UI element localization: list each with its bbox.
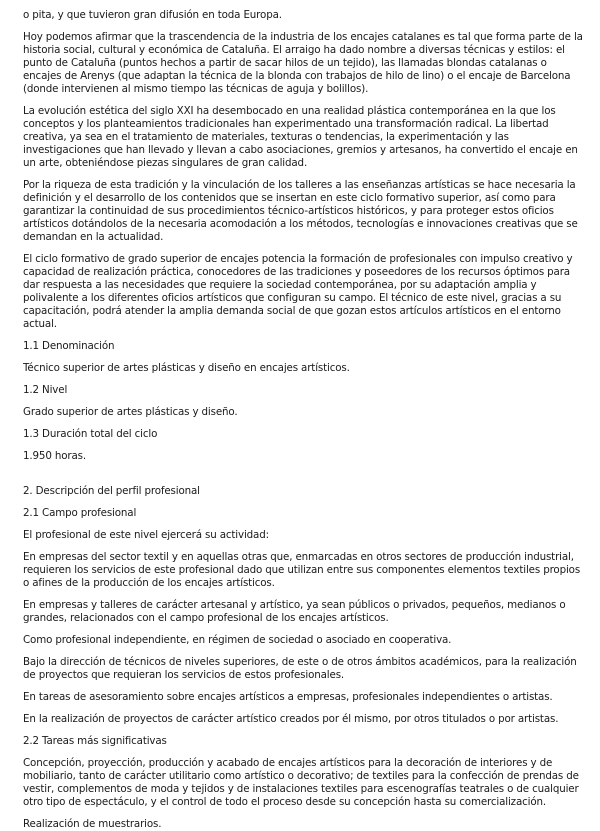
heading-duracion: 1.3 Duración total del ciclo	[23, 428, 158, 440]
paragraph-concepcion: Concepción, proyección, producción y acabado de encajes artísticos para la decoración de interiores y de mobiliario, tanto de carácter utilitario como artístico o decorativo; de textiles para la confección de prendas de vestir, complementos de moda y tejidos y de instalaciones textiles para escenografías teatrales o de cualquier otro tipo de espectáculo, y el control de todo el proceso desde su concepción hasta su comercialización.	[23, 757, 579, 808]
paragraph-duracion: 1.950 horas.	[23, 450, 86, 462]
heading-denominacion: 1.1 Denominación	[23, 340, 115, 352]
paragraph-catalan-lace-history: Hoy podemos afirmar que la trascendencia de la industria de los encajes catalanes es tal que forma parte de la historia social, cultural y económica de Cataluña. El arraigo ha dado nombre a diversas técnicas y estilos: el punto de Cataluña (puntos hechos a partir de sacar hilos de un tejido), las llamadas blondas catalanas o encajes de Arenys (que adaptan la técnica de la blonda con trabajos de hilo de lino) o el encaje de Barcelona (donde intervienen al mismo tiempo las técnicas de aguja y bolillos).	[23, 31, 583, 95]
paragraph-denominacion: Técnico superior de artes plásticas y diseño en encajes artísticos.	[23, 362, 350, 374]
heading-perfil-profesional: 2. Descripción del perfil profesional	[23, 485, 200, 497]
section-spacer	[23, 472, 583, 485]
paragraph-actividad-intro: El profesional de este nivel ejercerá su actividad:	[23, 529, 269, 541]
paragraph-empresas-textil: En empresas del sector textil y en aquellas otras que, enmarcadas en otros sectores de producción industrial, requieren los servicios de este profesional dado que utilizan entre sus componentes elementos textiles propios o afines de la producción de los encajes artísticos.	[23, 551, 581, 589]
paragraph-training-cycle: El ciclo formativo de grado superior de encajes potencia la formación de profesionales con impulso creativo y capacidad de realización práctica, conocedores de las tradiciones y poseedores de los recursos óptimos para dar respuesta a las necesidades que requiere la sociedad contemporánea, por su adaptación amplia y polivalente a los diferentes oficios artísticos que configuran su campo. El técnico de este nivel, gracias a su capacitación, podrá atender la amplia demanda social de que gozan estos artículos artísticos en el entorno actual.	[23, 253, 573, 330]
paragraph-asesoramiento: En tareas de asesoramiento sobre encajes artísticos a empresas, profesionales independientes o artistas.	[23, 691, 553, 703]
paragraph-muestrarios: Realización de muestrarios.	[23, 818, 162, 830]
paragraph-proyectos-artisticos: En la realización de proyectos de carácter artístico creados por él mismo, por otros titulados o por artistas.	[23, 713, 559, 725]
paragraph-direccion-tecnicos: Bajo la dirección de técnicos de niveles superiores, de este o de otros ámbitos académicos, para la realización de proyectos que requieran los servicios de estos profesionales.	[23, 656, 577, 681]
heading-campo-profesional: 2.1 Campo profesional	[23, 507, 137, 519]
paragraph-aesthetic-evolution: La evolución estética del siglo XXI ha desembocado en una realidad plástica contemporánea en la que los conceptos y los planteamientos tradicionales han experimentado una transformación radical. La libertad creativa, ya sea en el tratamiento de materiales, texturas o tendencias, la experimentación y las investigaciones que han llevado y llevan a cabo asociaciones, gremios y artesanos, ha convertido el encaje en un arte, obteniéndose piezas singulares de gran calidad.	[23, 105, 578, 169]
heading-nivel: 1.2 Nivel	[23, 384, 68, 396]
paragraph-intro-end: o pita, y que tuvieron gran difusión en toda Europa.	[23, 9, 282, 21]
heading-tareas: 2.2 Tareas más significativas	[23, 735, 167, 747]
paragraph-empresas-talleres: En empresas y talleres de carácter artesanal y artístico, ya sean públicos o privados, pequeños, medianos o grandes, relacionados con el campo profesional de los encajes artísticos.	[23, 599, 566, 624]
paragraph-independiente: Como profesional independiente, en régimen de sociedad o asociado en cooperativa.	[23, 634, 452, 646]
paragraph-tradition: Por la riqueza de esta tradición y la vinculación de los talleres a las enseñanzas artísticas se hace necesaria la definición y el desarrollo de los contenidos que se insertan en este ciclo formativo superior, así como para garantizar la continuidad de sus procedimientos técnico-artísticos históricos, y para proteger estos oficios artísticos dotándolos de la necesaria acomodación a los métodos, tecnologías e innovaciones creativas que se demandan en la actualidad.	[23, 179, 578, 243]
paragraph-nivel: Grado superior de artes plásticas y diseño.	[23, 406, 238, 418]
